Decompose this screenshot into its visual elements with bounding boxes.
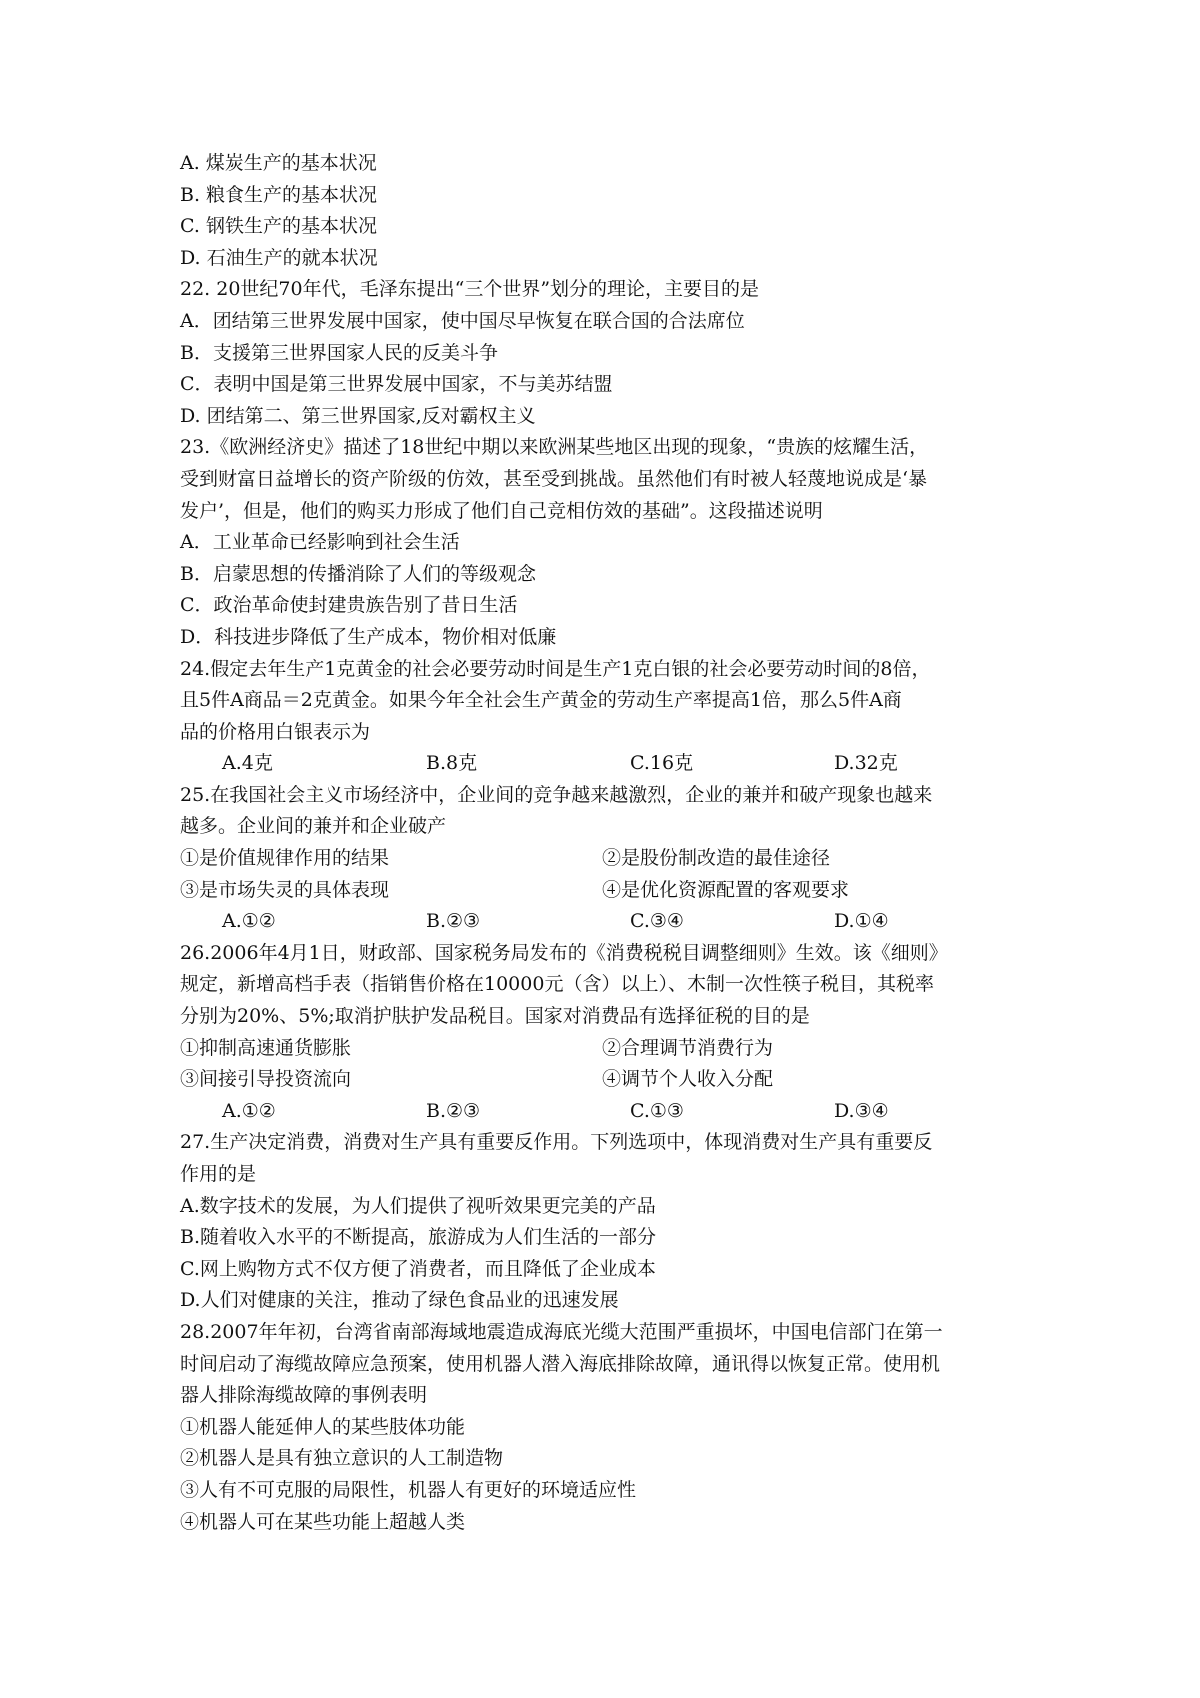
- question-28: [180, 1317, 1038, 1538]
- q22-stem: 22. 20世纪70年代，毛泽东提出“三个世界”划分的理论，主要目的是: [180, 278, 760, 301]
- exam-page: [180, 148, 1038, 1538]
- q22-option-d: D. 团结第二、第三世界国家,反对霸权主义: [180, 404, 536, 427]
- q23-option-b: B．启蒙思想的传播消除了人们的等级观念: [180, 562, 536, 585]
- question-26: [180, 938, 1038, 1128]
- q24-option-a: A.4克: [222, 752, 273, 775]
- q26-option-c: C.①③: [630, 1099, 684, 1122]
- q27-option-d: D.人们对健康的关注，推动了绿色食品业的迅速发展: [180, 1289, 619, 1312]
- q25-item-2: ②是股份制改造的最佳途径: [602, 847, 831, 870]
- q22-option-c: C．表明中国是第三世界发展中国家，不与美苏结盟: [180, 373, 613, 396]
- q23-stem-line: 23.《欧洲经济史》描述了18世纪中期以来欧洲某些地区出现的现象，“贵族的炫耀生活，: [180, 436, 929, 459]
- q24-stem-line: 且5件A商品＝2克黄金。如果今年全社会生产黄金的劳动生产率提高1倍，那么5件A商: [180, 689, 902, 712]
- q27-stem-line: 27.生产决定消费，消费对生产具有重要反作用。下列选项中，体现消费对生产具有重要反: [180, 1131, 933, 1154]
- q27-option-a: A.数字技术的发展，为人们提供了视听效果更完美的产品: [180, 1194, 656, 1217]
- q28-item-3: ③人有不可克服的局限性，机器人有更好的环境适应性: [180, 1478, 637, 1501]
- q25-stem-line: 25.在我国社会主义市场经济中，企业间的竞争越来越激烈，企业的兼并和破产现象也越来: [180, 783, 933, 806]
- q28-item-2: ②机器人是具有独立意识的人工制造物: [180, 1447, 504, 1470]
- q25-option-c: C.③④: [630, 910, 684, 933]
- q26-item-4: ④调节个人收入分配: [602, 1068, 774, 1091]
- question-25: [180, 780, 1038, 938]
- q25-options: [180, 906, 1038, 938]
- q25-item-1: ①是价值规律作用的结果: [180, 847, 390, 870]
- question-27: [180, 1127, 1038, 1317]
- q26-stem-line: 规定，新增高档手表（指销售价格在10000元（含）以上）、木制一次性筷子税目，其税率: [180, 973, 934, 996]
- q25-stem-line: 越多。企业间的兼并和企业破产: [180, 815, 447, 838]
- q26-option-d: D.③④: [834, 1099, 889, 1122]
- q26-item-1: ①抑制高速通货膨胀: [180, 1036, 352, 1059]
- q24-stem-line: 品的价格用白银表示为: [180, 720, 371, 743]
- q26-items-row: [180, 1033, 1038, 1065]
- q26-option-b: B.②③: [426, 1099, 481, 1122]
- q24-option-d: D.32克: [834, 752, 898, 775]
- q23-option-d: D．科技进步降低了生产成本，物价相对低廉: [180, 625, 557, 648]
- q28-stem-line: 器人排除海缆故障的事例表明: [180, 1384, 428, 1407]
- q23-stem-line: 发户’，但是，他们的购买力形成了他们自己竞相仿效的基础”。这段描述说明: [180, 499, 823, 522]
- q23-option-c: C．政治革命使封建贵族告别了昔日生活: [180, 594, 518, 617]
- q28-stem-line: 28.2007年年初，台湾省南部海域地震造成海底光缆大范围严重损坏，中国电信部门在第一: [180, 1320, 943, 1343]
- q25-items-row: [180, 875, 1038, 907]
- q23-option-a: A．工业革命已经影响到社会生活: [180, 531, 460, 554]
- question-22: [180, 274, 1038, 432]
- q25-option-a: A.①②: [222, 910, 276, 933]
- q21-option-a: A. 煤炭生产的基本状况: [180, 152, 377, 174]
- question-23: [180, 432, 1038, 653]
- q26-items-row: [180, 1064, 1038, 1096]
- question-24: [180, 654, 1038, 780]
- q22-option-b: B．支援第三世界国家人民的反美斗争: [180, 341, 498, 364]
- q21-options: [180, 148, 1038, 274]
- q27-stem-line: 作用的是: [180, 1163, 257, 1185]
- q25-option-d: D.①④: [834, 910, 889, 933]
- q27-option-b: B.随着收入水平的不断提高，旅游成为人们生活的一部分: [180, 1226, 657, 1249]
- q25-item-4: ④是优化资源配置的客观要求: [602, 878, 850, 901]
- q24-options: [180, 748, 1038, 780]
- q24-option-c: C.16克: [630, 752, 694, 775]
- q26-item-3: ③间接引导投资流向: [180, 1068, 352, 1091]
- q28-item-4: ④机器人可在某些功能上超越人类: [180, 1510, 466, 1533]
- q25-option-b: B.②③: [426, 910, 481, 933]
- q26-item-2: ②合理调节消费行为: [602, 1036, 774, 1059]
- q25-item-3: ③是市场失灵的具体表现: [180, 878, 390, 901]
- q21-option-b: B. 粮食生产的基本状况: [180, 183, 378, 206]
- q21-option-c: C. 钢铁生产的基本状况: [180, 215, 377, 238]
- q26-stem-line: 分别为20%、5%;取消护肤护发品税目。国家对消费品有选择征税的目的是: [180, 1005, 810, 1028]
- q25-items-row: [180, 843, 1038, 875]
- q22-option-a: A．团结第三世界发展中国家，使中国尽早恢复在联合国的合法席位: [180, 309, 745, 332]
- q26-stem-line: 26.2006年4月1日，财政部、国家税务局发布的《消费税税目调整细则》生效。该《细则》: [180, 941, 948, 964]
- q26-option-a: A.①②: [222, 1099, 276, 1122]
- q27-option-c: C.网上购物方式不仅方便了消费者，而且降低了企业成本: [180, 1257, 656, 1280]
- q24-stem-line: 24.假定去年生产1克黄金的社会必要劳动时间是生产1克白银的社会必要劳动时间的8倍，: [180, 657, 931, 680]
- q28-stem-line: 时间启动了海缆故障应急预案，使用机器人潜入海底排除故障，通讯得以恢复正常。使用机: [180, 1352, 941, 1375]
- q26-options: [180, 1096, 1038, 1128]
- q21-option-d: D. 石油生产的就本状况: [180, 246, 378, 269]
- q28-item-1: ①机器人能延伸人的某些肢体功能: [180, 1415, 466, 1438]
- q23-stem-line: 受到财富日益增长的资产阶级的仿效，甚至受到挑战。虽然他们有时被人轻蔑地说成是‘暴: [180, 467, 928, 490]
- q24-option-b: B.8克: [426, 752, 478, 775]
